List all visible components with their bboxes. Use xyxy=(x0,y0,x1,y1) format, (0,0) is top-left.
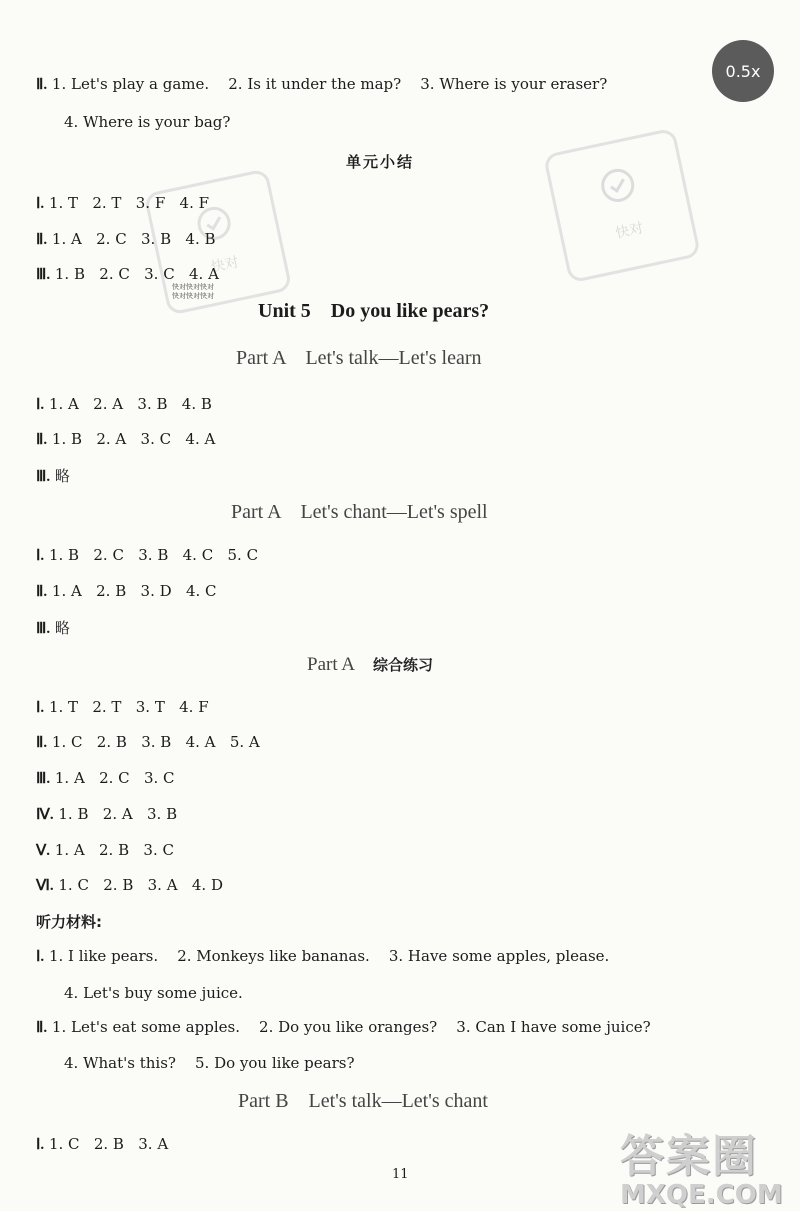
answer-line: Ⅵ. 1. C 2. B 3. A 4. D xyxy=(36,876,223,894)
answer-line: Ⅰ. 1. C 2. B 3. A xyxy=(36,1135,169,1153)
playback-speed-badge[interactable]: 0.5x xyxy=(712,40,774,102)
unit-summary-heading: 单元小结 xyxy=(346,153,415,171)
kuaidui-small-watermark: 快对快对快对 快对快对快对 xyxy=(172,283,214,300)
site-logo-text: 答案圈 xyxy=(620,1131,758,1182)
listening-material-heading: 听力材料: xyxy=(36,913,102,931)
answer-line: Ⅱ. 1. Let's eat some apples. 2. Do you like oranges? 3. Can I have some juice? xyxy=(36,1018,651,1036)
answer-line: 4. What's this? 5. Do you like pears? xyxy=(64,1054,355,1072)
check-circle-icon xyxy=(594,162,641,209)
part-a-chant-spell-heading: Part A Let's chant—Let's spell xyxy=(231,501,488,523)
answer-line: 4. Where is your bag? xyxy=(64,113,231,131)
part-a-talk-learn-heading: Part A Let's talk—Let's learn xyxy=(236,347,482,369)
answer-line: Ⅲ. 略 xyxy=(36,467,70,485)
page-number: 11 xyxy=(392,1167,409,1182)
answer-line: Ⅱ. 1. A 2. B 3. D 4. C xyxy=(36,582,217,600)
kuaidui-watermark-label: 快对 xyxy=(209,254,241,276)
answer-line: Ⅱ. 1. Let's play a game. 2. Is it under the map? 3. Where is your eraser? xyxy=(36,75,608,93)
answer-line: Ⅰ. 1. T 2. T 3. T 4. F xyxy=(36,698,209,716)
answer-line: Ⅲ. 略 xyxy=(36,619,70,637)
answer-line: Ⅱ. 1. A 2. C 3. B 4. B xyxy=(36,230,216,248)
kuaidui-watermark-right xyxy=(543,128,701,284)
answer-line: Ⅰ. 1. T 2. T 3. F 4. F xyxy=(36,194,210,212)
site-logo-watermark xyxy=(620,1120,790,1210)
answer-line: Ⅰ. 1. A 2. A 3. B 4. B xyxy=(36,395,212,413)
unit-title: Unit 5 Do you like pears? xyxy=(258,300,490,322)
part-a-practice-heading: Part A 综合练习 xyxy=(307,654,434,675)
answer-line: Ⅱ. 1. B 2. A 3. C 4. A xyxy=(36,430,216,448)
part-b-talk-chant-heading: Part B Let's talk—Let's chant xyxy=(238,1090,488,1112)
answer-line: Ⅳ. 1. B 2. A 3. B xyxy=(36,805,178,823)
answer-line: 4. Let's buy some juice. xyxy=(64,984,243,1002)
site-url-text: MXQE.COM xyxy=(620,1180,783,1210)
answer-line: Ⅱ. 1. C 2. B 3. B 4. A 5. A xyxy=(36,733,260,751)
kuaidui-watermark-label: 快对 xyxy=(614,220,645,242)
answer-line: Ⅴ. 1. A 2. B 3. C xyxy=(36,841,174,859)
answer-line: Ⅲ. 1. B 2. C 3. C 4. A xyxy=(36,265,219,283)
answer-line: Ⅰ. 1. B 2. C 3. B 4. C 5. C xyxy=(36,546,259,564)
answer-line: Ⅲ. 1. A 2. C 3. C xyxy=(36,769,175,787)
answer-line: Ⅰ. 1. I like pears. 2. Monkeys like bananas. 3. Have some apples, please. xyxy=(36,947,610,965)
